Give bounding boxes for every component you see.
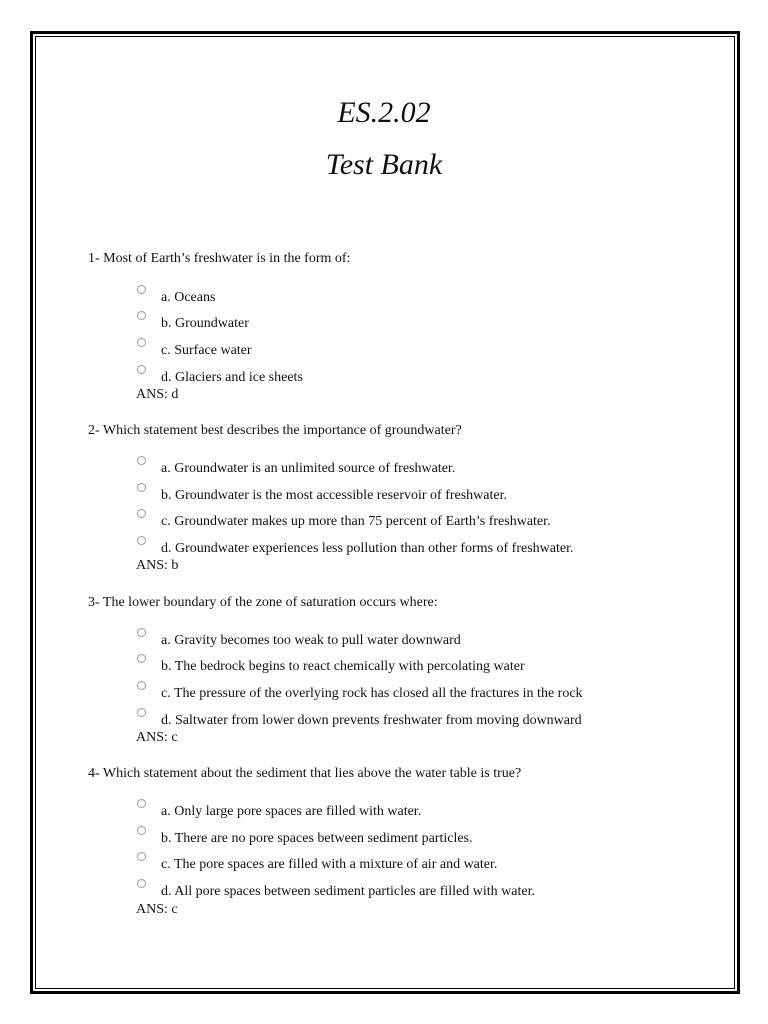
radio-button-icon[interactable] bbox=[137, 628, 146, 637]
radio-button-icon[interactable] bbox=[137, 285, 146, 294]
option-label: b. There are no pore spaces between sediment particles. bbox=[161, 831, 473, 846]
radio-button-icon[interactable] bbox=[137, 483, 146, 492]
option-label: c. The pressure of the overlying rock has closed all the fractures in the rock bbox=[161, 686, 583, 701]
option-label: a. Oceans bbox=[161, 290, 216, 305]
radio-button-icon[interactable] bbox=[137, 365, 146, 374]
question-1-prompt: 1- Most of Earth’s freshwater is in the form of: bbox=[88, 251, 351, 266]
question-1-answer: ANS: d bbox=[136, 387, 179, 402]
option-label: d. Groundwater experiences less pollution than other forms of freshwater. bbox=[161, 541, 574, 556]
option-label: a. Groundwater is an unlimited source of freshwater. bbox=[161, 461, 456, 476]
document-title: ES.2.02 bbox=[337, 96, 431, 129]
option-label: b. Groundwater is the most accessible reservoir of freshwater. bbox=[161, 488, 507, 503]
radio-button-icon[interactable] bbox=[137, 654, 146, 663]
radio-button-icon[interactable] bbox=[137, 879, 146, 888]
option-label: d. All pore spaces between sediment particles are filled with water. bbox=[161, 884, 535, 899]
option-label: d. Saltwater from lower down prevents freshwater from moving downward bbox=[161, 713, 582, 728]
radio-button-icon[interactable] bbox=[137, 311, 146, 320]
option-label: c. Groundwater makes up more than 75 percent of Earth’s freshwater. bbox=[161, 514, 551, 529]
option-label: d. Glaciers and ice sheets bbox=[161, 370, 303, 385]
radio-button-icon[interactable] bbox=[137, 456, 146, 465]
radio-button-icon[interactable] bbox=[137, 799, 146, 808]
radio-button-icon[interactable] bbox=[137, 826, 146, 835]
question-2-answer: ANS: b bbox=[136, 558, 179, 573]
question-4-prompt: 4- Which statement about the sediment that lies above the water table is true? bbox=[88, 766, 522, 781]
option-label: c. Surface water bbox=[161, 343, 252, 358]
radio-button-icon[interactable] bbox=[137, 708, 146, 717]
radio-button-icon[interactable] bbox=[137, 536, 146, 545]
option-label: a. Gravity becomes too weak to pull water downward bbox=[161, 633, 461, 648]
question-3-answer: ANS: c bbox=[136, 730, 178, 745]
question-3-prompt: 3- The lower boundary of the zone of saturation occurs where: bbox=[88, 595, 438, 610]
option-label: c. The pore spaces are filled with a mixture of air and water. bbox=[161, 857, 498, 872]
radio-button-icon[interactable] bbox=[137, 852, 146, 861]
option-label: b. Groundwater bbox=[161, 316, 249, 331]
question-4-answer: ANS: c bbox=[136, 902, 178, 917]
option-label: a. Only large pore spaces are filled with water. bbox=[161, 804, 422, 819]
radio-button-icon[interactable] bbox=[137, 681, 146, 690]
radio-button-icon[interactable] bbox=[137, 509, 146, 518]
question-2-prompt: 2- Which statement best describes the importance of groundwater? bbox=[88, 423, 462, 438]
radio-button-icon[interactable] bbox=[137, 338, 146, 347]
document-subtitle: Test Bank bbox=[325, 148, 443, 181]
option-label: b. The bedrock begins to react chemically with percolating water bbox=[161, 659, 525, 674]
